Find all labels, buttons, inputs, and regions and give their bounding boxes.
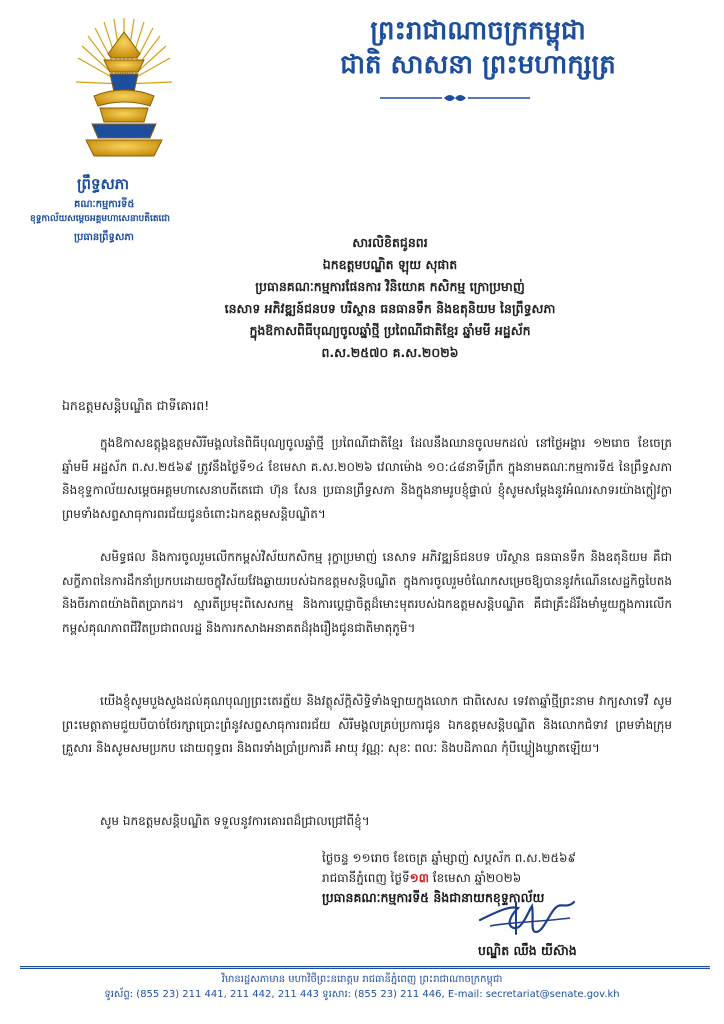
cabinet-name: ខុទ្ទកាល័យសម្តេចអគ្គមហាសេនាបតីតេជោ <box>30 214 170 224</box>
body-paragraph-3 <box>62 690 672 761</box>
place-date <box>322 868 702 888</box>
recipient-role-line2: នេសាទ អភិវឌ្ឍន៍ជនបទ បរិស្ថាន ធនធានទឹក និងឧតុនិយម នៃព្រឹទ្ធសភា <box>224 301 556 316</box>
signer-name: បណ្ឌិត ឈឹង យីស៊ាង <box>478 943 577 958</box>
occasion-year: ព.ស.២៥៧០ គ.ស.២០២៦ <box>321 345 459 360</box>
letter-title-block <box>140 232 640 364</box>
recipient-role-line1: ប្រធានគណៈកម្មការផែនការ វិនិយោគ កសិកម្ម ក្រោប្រមាញ់ <box>255 279 525 294</box>
paragraph-text: យើងខ្ញុំសូមបួងសួងដល់គុណបុណ្យព្រះតេរត្ន័យ និងវត្ថុស័ក្តិសិទ្ធិទាំងឡាយក្នុងលោក ជាពិសេស ទេវតាឆ្នាំថ្មីព្រះនាម វាក្យសាទេវី សូមព្រះមេត្តាតាមជួយបីបាច់ថែរក្សាប្រោះព្រំនូវសព្ទសាធុការពរជ័យ សិរីមង្គលគ្រប់ប្រការជូន ឯកឧត្តមសន្តិបណ្ឌិត និងលោកជំទាវ ព្រមទាំងក្រុមគ្រួសារ និងសូមសមប្រកប ដោយពុទ្ធពរ និងពរទាំងប្រាំប្រការគឺ អាយុ វណ្ណៈ សុខៈ ពលៈ និងបដិភាណ កុំបីឃ្លៀងឃ្លាតឡើយ។ <box>62 694 672 755</box>
handwritten-day: ១៣ <box>409 871 429 885</box>
senate-emblem-logo <box>74 14 174 164</box>
place-date-suffix: ខែមេសា ឆ្នាំ២០២៦ <box>428 871 522 885</box>
paragraph-text: សូម ឯកឧត្តមសន្តិបណ្ឌិត ទទួលនូវការគោរពដ៏ជ្រាលជ្រៅពីខ្ញុំ។ <box>100 814 370 828</box>
occasion-line: ក្នុងឱកាសពិធីបុណ្យចូលឆ្នាំថ្មី ប្រពៃណីជាតិខ្មែរ ឆ្នាំមមី អដ្ឋស័ក <box>249 323 531 338</box>
commission-name: គណៈកម្មការទី៥ <box>74 199 135 210</box>
recipient-name: ឯកឧត្តមបណ្ឌិត ឡុយ សុផាត <box>322 257 458 272</box>
signer-title: ប្រធានគណៈកម្មការទី៥ និងជានាយកខុទ្ទកាល័យ <box>322 890 545 905</box>
kingdom-name: ព្រះរាជាណាចក្រកម្ពុជា <box>370 16 586 46</box>
lunar-date: ថ្ងៃចន្ទ ១១រោច ខែចេត្រ ឆ្នាំម្សាញ់ សប្តស័ក ព.ស.២៥៦៩ <box>322 851 576 865</box>
ornament-divider <box>380 92 530 104</box>
footer <box>0 972 724 1002</box>
paragraph-text: ក្នុងឱកាសឧត្តុង្គឧត្តមសិរីមង្គលនៃពិធីបុណ្យចូលឆ្នាំថ្មី ប្រពៃណីជាតិខ្មែរ ដែលនឹងឈានចូលមកដល់ នៅថ្ងៃអង្គារ ១២រោច ខែចេត្រ ឆ្នាំមមី អដ្ឋស័ក ព.ស.២៥៦៩ ត្រូវនឹងថ្ងៃទី១៤ ខែមេសា គ.ស.២០២៦ វេលាម៉ោង ១០:៤៨នាទីព្រឹក ក្នុងនាមគណៈកម្មការទី៥ នៃព្រឹទ្ធសភា និងខុទ្ទកាល័យសម្តេចអគ្គមហាសេនាបតីតេជោ ហ៊ុន សែន ប្រធានព្រឹទ្ធសភា និងក្នុងនាមរូបខ្ញុំផ្ទាល់ ខ្ញុំសូមសម្តែងនូវអំណរសាទរយ៉ាងក្លៀវក្លា ព្រមទាំងសព្ទសាធុការពរជ័យជូនចំពោះឯកឧត្តមសន្តិបណ្ឌិត។ <box>62 436 672 521</box>
body-paragraph-1 <box>62 432 672 526</box>
footer-address: វិមានរដ្ឋសភាមាន មហាវិថីព្រះនរោត្តម រាជធានីភ្នំពេញ ព្រះរាជាណាចក្រកម្ពុជា <box>221 974 503 985</box>
letter-title: សារលិខិតជូនពរ <box>352 235 428 250</box>
salutation: ឯកឧត្តមសន្តិបណ្ឌិត ជាទីគោរព! <box>62 398 210 413</box>
institution-name: ព្រឹទ្ធសភា <box>77 175 130 193</box>
body-paragraph-2 <box>62 546 672 640</box>
body-paragraph-4 <box>62 810 672 834</box>
president-title: ប្រធានព្រឹទ្ធសភា <box>74 232 134 243</box>
handwritten-signature <box>470 892 590 942</box>
national-motto: ជាតិ សាសនា ព្រះមហាក្សត្រ <box>340 50 616 80</box>
kingdom-header <box>258 14 698 82</box>
footer-contact: ទូរស័ព្ទ: (855 23) 211 441, 211 442, 211 443 ទូរសារ: (855 23) 211 446, E-mail: secretariat@senate.gov.kh <box>104 989 620 1000</box>
footer-divider <box>20 966 710 969</box>
place-date-prefix: រាជធានីភ្នំពេញ ថ្ងៃទី <box>322 871 410 885</box>
paragraph-text: សមិទ្ធផល និងការចូលរួមលើកកម្ពស់វិស័យកសិកម្ម រុក្ខាប្រមាញ់ នេសាទ អភិវឌ្ឍន៍ជនបទ បរិស្ថាន ធនធានទឹក និងឧតុនិយម គឺជាសក្ខីភាពនៃការដឹកនាំប្រកបដោយចក្ខុវិស័យវែងឆ្ងាយរបស់ឯកឧត្តមសន្តិបណ្ឌិត ក្នុងការចូលរួមចំណែកសម្រេចឱ្យបាននូវកំណើនសេដ្ឋកិច្ចបៃតង និងចីរភាពយ៉ាងពិតប្រាកដ។ ស្មារតីប្រមុះពិសេសកម្ម និងការប្តេជ្ញាចិត្តដ៏មោះមុតរបស់ឯកឧត្តមសន្តិបណ្ឌិត គឺជាគ្រឹះដ៏រឹងមាំមួយក្នុងការលើកកម្ពស់គុណភាពជីវិតប្រជាពលរដ្ឋ និងការកសាងអនាគតដ៏រុងរឿងជូនជាតិមាតុភូមិ។ <box>62 550 672 635</box>
